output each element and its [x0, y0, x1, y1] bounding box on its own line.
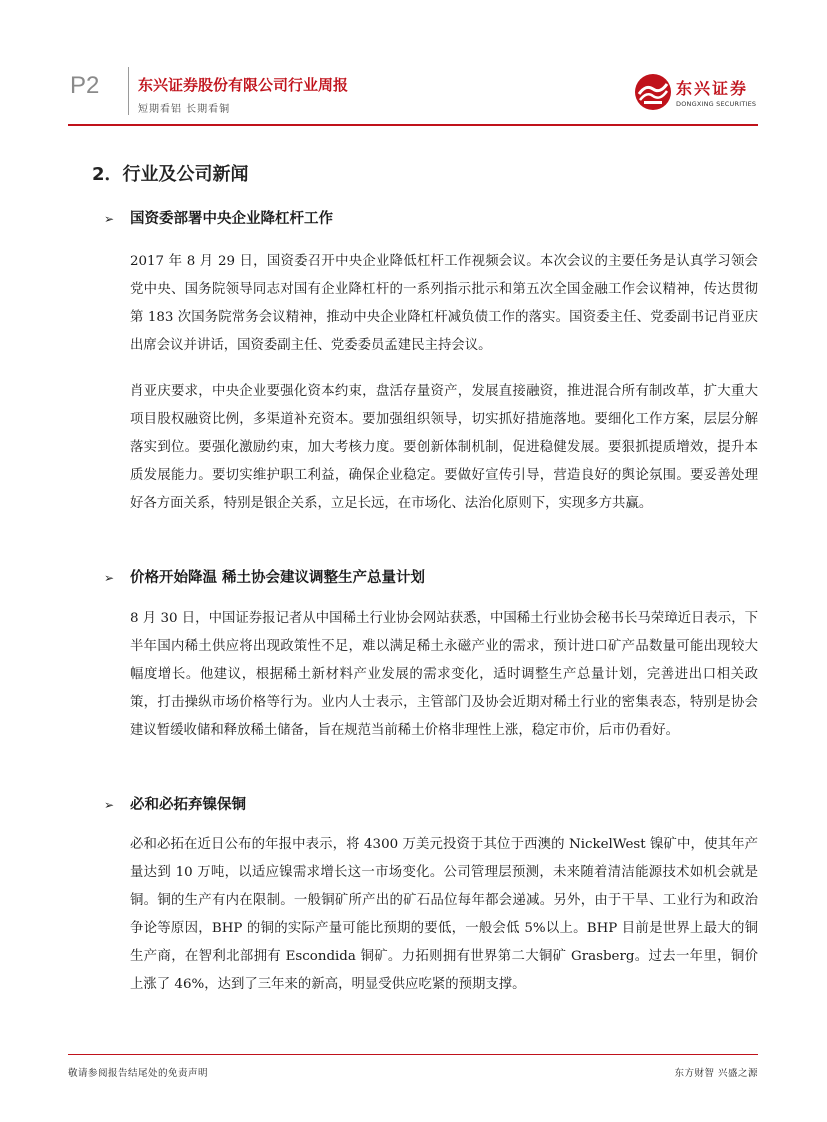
article-paragraph: 肖亚庆要求，中央企业要强化资本约束，盘活存量资产，发展直接融资，推进混合所有制改革，扩大重大项目股权融资比例，多渠道补充资本。要加强组织领导，切实抓好措施落地。要细化工作方案，层层分解落实到位。要强化激励约束，加大考核力度。要创新体制机制，促进稳健发展。要狠抓提质增效，提升本质发展能力。要切实维护职工利益，确保企业稳定。要做好宣传引导，营造良好的舆论氛围。要妥善处理好各方面关系，特别是银企关系，立足长远，在市场化、法治化原则下，实现多方共赢。	[130, 384, 758, 511]
report-title: 东兴证券股份有限公司行业周报	[138, 76, 349, 94]
article-paragraph: 8 月 30 日，中国证券报记者从中国稀土行业协会网站获悉，中国稀土行业协会秘书长马荣璋近日表示，下半年国内稀土供应将出现政策性不足，难以满足稀土永磁产业的需求，预计进口矿产品数量可能出现较大幅度增长。他建议，根据稀土新材料产业发展的需求变化，适时调整生产总量计划，完善进出口相关政策，打击操纵市场价格等行为。业内人士表示，主管部门及协会近期对稀土行业的密集表态，特别是协会建议暂缓收储和释放稀土储备，旨在规范当前稀土价格非理性上涨，稳定市价，后市仍看好。	[130, 611, 758, 738]
article-title: 必和必拓弃镍保铜	[130, 797, 246, 813]
header-divider	[128, 67, 129, 115]
arrow-bullet-icon: ➢	[104, 212, 115, 226]
footer-disclaimer: 敬请参阅报告结尾处的免责声明	[68, 1068, 209, 1079]
arrow-bullet-icon: ➢	[104, 571, 115, 585]
logo-chinese-name: 东兴证券	[676, 79, 749, 98]
company-logo	[632, 68, 762, 118]
article-paragraph: 2017 年 8 月 29 日，国资委召开中央企业降低杠杆工作视频会议。本次会议的主要任务是认真学习领会党中央、国务院领导同志对国有企业降杠杆的一系列指示批示和第五次全国金融工作会议精神，传达贯彻第 183 次国务院常务会议精神，推动中央企业降杠杆减负债工作的落实。国资委主任、党委副书记肖亚庆出席会议并讲话，国资委副主任、党委委员孟建民主持会议。	[130, 254, 758, 353]
article-paragraph: 必和必拓在近日公布的年报中表示，将 4300 万美元投资于其位于西澳的 NickelWest 镍矿中，使其年产量达到 10 万吨，以适应镍需求增长这一市场变化。公司管理层预测，未来随着清洁能源技术如机会就是铜。铜的生产有内在限制。一般铜矿所产出的矿石品位每年都会递减。另外，由于干旱、工业行为和政治争论等原因，BHP 的铜的实际产量可能比预期的要低，一般会低 5%以上。BHP 目前是世界上最大的铜生产商，在智利北部拥有 Escondida 铜矿。力拓则拥有世界第二大铜矿 Grasberg。过去一年里，铜价上涨了 46%，达到了三年来的新高，明显受供应吃紧的预期支撑。	[130, 837, 758, 992]
article-title: 国资委部署中央企业降杠杆工作	[130, 211, 333, 227]
article-heading	[104, 793, 246, 814]
report-slogan: 短期看铝 长期看铜	[138, 104, 231, 115]
arrow-bullet-icon: ➢	[104, 798, 115, 812]
footer-rule	[68, 1054, 758, 1055]
article-heading	[104, 566, 425, 587]
page-number: P2	[70, 72, 100, 99]
article-title: 价格开始降温 稀土协会建议调整生产总量计划	[130, 570, 426, 586]
section-heading: 2．行业及公司新闻	[92, 164, 249, 185]
logo-mark-icon	[632, 72, 674, 112]
header-rule	[68, 124, 758, 126]
article-heading	[104, 207, 333, 228]
logo-english-name: DONGXING SECURITIES	[676, 100, 757, 108]
footer-motto: 东方财智 兴盛之源	[674, 1068, 758, 1079]
